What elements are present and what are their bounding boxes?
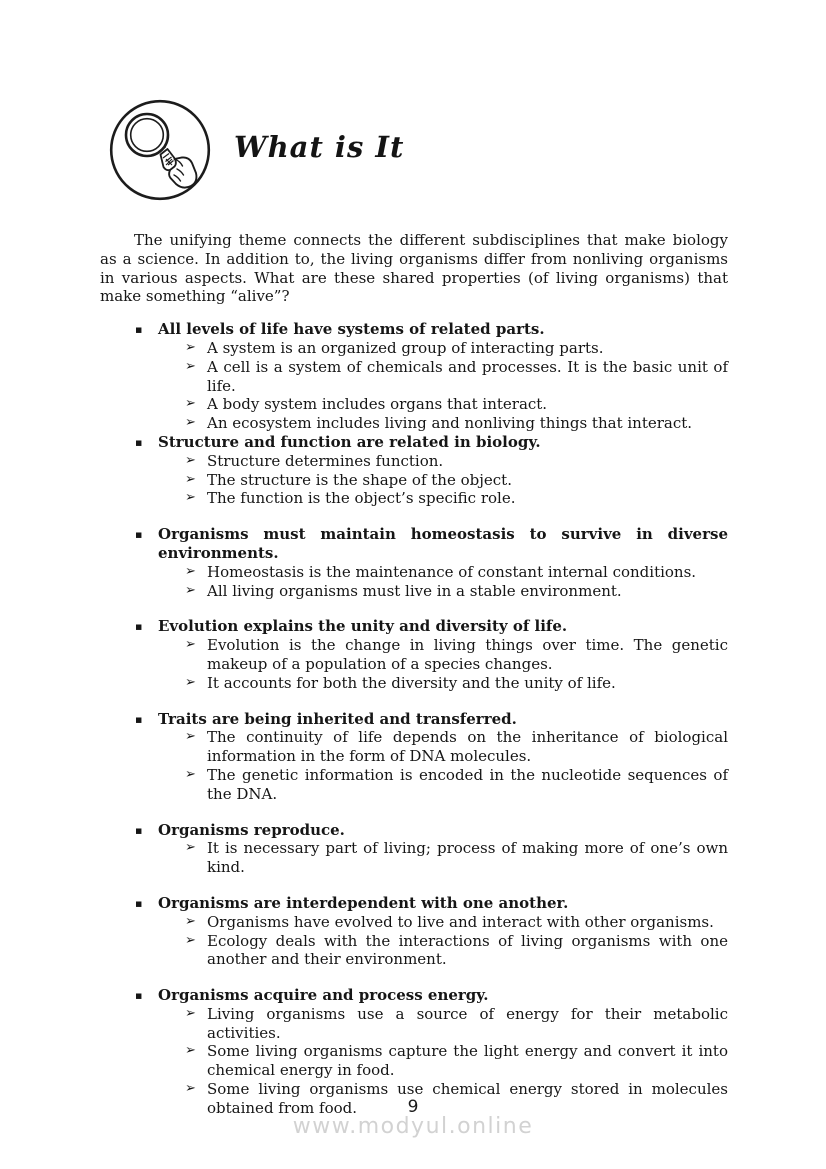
arrow-bullet-icon: ➢ bbox=[185, 766, 196, 782]
page-content bbox=[100, 231, 728, 1118]
arrow-bullet-icon: ➢ bbox=[185, 932, 196, 948]
sub-item-text: It accounts for both the diversity and the unity of life. bbox=[207, 673, 616, 692]
sub-item-text: Ecology deals with the interactions of living organisms with one another and their environment. bbox=[207, 931, 728, 969]
section-title-text: Traits are being inherited and transferred. bbox=[158, 709, 517, 728]
arrow-bullet-icon: ➢ bbox=[185, 729, 196, 745]
sub-item-text: A body system includes organs that interact. bbox=[207, 395, 548, 414]
sub-item-text: The function is the object’s specific role. bbox=[207, 489, 516, 508]
sub-item-text: Organisms have evolved to live and interact with other organisms. bbox=[207, 912, 714, 931]
sub-item bbox=[100, 582, 728, 601]
sub-item-text: Some living organisms capture the light energy and convert it into chemical energy in food. bbox=[207, 1042, 728, 1080]
intro-paragraph: The unifying theme connects the different subdisciplines that make biology as a science. In addition to, the living organisms differ from nonliving organisms in various aspects. What are these shared properties (of living organisms) that make something “alive”? bbox=[100, 231, 728, 306]
arrow-bullet-icon: ➢ bbox=[185, 913, 196, 929]
arrow-bullet-icon: ➢ bbox=[185, 1043, 196, 1059]
sub-item bbox=[100, 636, 728, 674]
sub-item bbox=[100, 358, 728, 396]
sub-item bbox=[100, 489, 728, 508]
sub-item bbox=[100, 839, 728, 877]
bullet-section bbox=[100, 710, 728, 804]
arrow-bullet-icon: ➢ bbox=[185, 396, 196, 412]
sub-item bbox=[100, 1042, 728, 1080]
arrow-bullet-icon: ➢ bbox=[185, 339, 196, 355]
arrow-bullet-icon: ➢ bbox=[185, 1005, 196, 1021]
section-title bbox=[100, 894, 728, 913]
sub-item-text: The genetic information is encoded in the nucleotide sequences of the DNA. bbox=[207, 765, 728, 803]
arrow-bullet-icon: ➢ bbox=[185, 637, 196, 653]
sub-item-text: Evolution is the change in living things over time. The genetic makeup of a population of a species changes. bbox=[207, 636, 728, 673]
section-title-text: Structure and function are related in biology. bbox=[158, 432, 541, 451]
sub-item bbox=[100, 932, 728, 970]
bullet-sections bbox=[100, 320, 728, 1117]
arrow-bullet-icon: ➢ bbox=[185, 471, 196, 487]
page-header bbox=[108, 98, 404, 202]
section-title-text: Evolution explains the unity and diversity of life. bbox=[158, 617, 568, 636]
square-bullet-icon: ▪ bbox=[135, 823, 143, 837]
sub-item-text: The structure is the shape of the object. bbox=[207, 470, 512, 489]
bullet-section bbox=[100, 433, 728, 508]
sub-item-text: The continuity of life depends on the inheritance of biological information in the form of DNA molecules. bbox=[207, 728, 728, 766]
section-title bbox=[100, 617, 728, 636]
section-title bbox=[100, 433, 728, 452]
section-title bbox=[100, 821, 728, 840]
arrow-bullet-icon: ➢ bbox=[185, 840, 196, 856]
bullet-section bbox=[100, 525, 728, 600]
sub-item-text: Some living organisms use chemical energy stored in molecules obtained from food. bbox=[207, 1080, 728, 1117]
square-bullet-icon: ▪ bbox=[135, 712, 143, 726]
arrow-bullet-icon: ➢ bbox=[185, 452, 196, 468]
sub-item-text: A system is an organized group of interacting parts. bbox=[207, 338, 604, 357]
page-title: What is It bbox=[234, 130, 405, 164]
section-title bbox=[100, 320, 728, 339]
arrow-bullet-icon: ➢ bbox=[185, 415, 196, 431]
section-title-text: All levels of life have systems of related parts. bbox=[158, 320, 545, 339]
square-bullet-icon: ▪ bbox=[135, 896, 143, 910]
sub-item bbox=[100, 414, 728, 433]
page-number: 9 bbox=[407, 1097, 419, 1117]
arrow-bullet-icon: ➢ bbox=[185, 563, 196, 579]
sub-item bbox=[100, 728, 728, 766]
square-bullet-icon: ▪ bbox=[135, 528, 143, 542]
sub-item-text: An ecosystem includes living and nonliving things that interact. bbox=[207, 414, 693, 433]
arrow-bullet-icon: ➢ bbox=[185, 490, 196, 506]
square-bullet-icon: ▪ bbox=[135, 989, 143, 1003]
square-bullet-icon: ▪ bbox=[135, 323, 143, 337]
sub-item bbox=[100, 1005, 728, 1043]
sub-item-text: A cell is a system of chemicals and processes. It is the basic unit of life. bbox=[207, 357, 728, 395]
sub-item bbox=[100, 452, 728, 471]
section-title bbox=[100, 986, 728, 1005]
sub-item-text: Structure determines function. bbox=[207, 451, 444, 470]
bullet-section bbox=[100, 894, 728, 969]
bullet-section bbox=[100, 320, 728, 433]
sub-item bbox=[100, 913, 728, 932]
sub-item-text: Homeostasis is the maintenance of constant internal conditions. bbox=[207, 562, 697, 581]
sub-item bbox=[100, 471, 728, 490]
section-title-text: Organisms reproduce. bbox=[158, 820, 345, 839]
bullet-section bbox=[100, 821, 728, 877]
arrow-bullet-icon: ➢ bbox=[185, 674, 196, 690]
arrow-bullet-icon: ➢ bbox=[185, 1081, 196, 1097]
sub-item bbox=[100, 563, 728, 582]
section-title-text: Organisms must maintain homeostasis to survive in diverse environments. bbox=[158, 525, 728, 562]
magnifying-glass-in-hand-icon bbox=[108, 98, 212, 202]
section-title-text: Organisms are interdependent with one another. bbox=[158, 893, 569, 912]
square-bullet-icon: ▪ bbox=[135, 435, 143, 449]
section-title bbox=[100, 525, 728, 563]
sub-item-text: Living organisms use a source of energy for their metabolic activities. bbox=[207, 1004, 728, 1042]
sub-item bbox=[100, 339, 728, 358]
arrow-bullet-icon: ➢ bbox=[185, 582, 196, 598]
sub-item bbox=[100, 766, 728, 804]
sub-item-text: All living organisms must live in a stable environment. bbox=[207, 581, 622, 600]
section-title bbox=[100, 710, 728, 729]
bullet-section bbox=[100, 617, 728, 692]
square-bullet-icon: ▪ bbox=[135, 620, 143, 634]
section-title-text: Organisms acquire and process energy. bbox=[158, 986, 489, 1005]
arrow-bullet-icon: ➢ bbox=[185, 358, 196, 374]
watermark-text: www.modyul.online bbox=[292, 1114, 534, 1139]
sub-item bbox=[100, 395, 728, 414]
sub-item-text: It is necessary part of living; process of making more of one’s own kind. bbox=[207, 839, 728, 877]
sub-item bbox=[100, 674, 728, 693]
